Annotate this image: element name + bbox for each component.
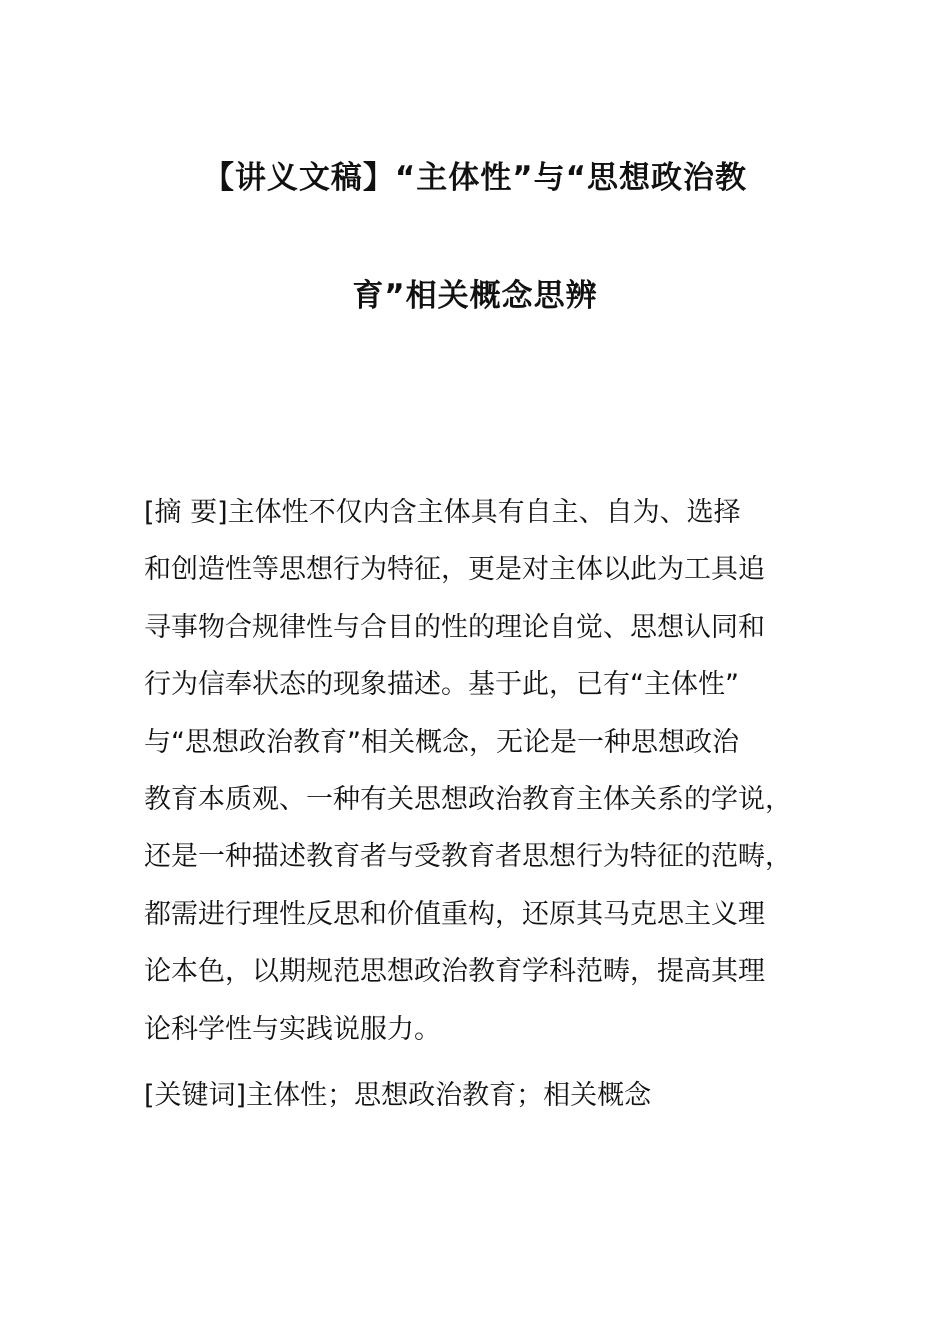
abstract-line: 教育本质观、一种有关思想政治教育主体关系的学说，: [144, 783, 792, 815]
abstract-line: 寻事物合规律性与合目的性的理论自觉、思想认同和: [144, 611, 765, 643]
title-line-2: 育”相关概念思辨: [352, 278, 598, 314]
abstract-line: 论本色，以期规范思想政治教育学科范畴，提高其理: [144, 956, 765, 988]
abstract-line: 行为信奉状态的现象描述。基于此，已有“主体性”: [144, 669, 739, 701]
abstract-line: [摘 要]主体性不仅内含主体具有自主、自为、选择: [144, 497, 741, 528]
abstract-line: 与“思想政治教育”相关概念，无论是一种思想政治: [144, 726, 739, 758]
document-title: [95, 150, 855, 324]
abstract-line: 还是一种描述教育者与受教育者思想行为特征的范畴，: [144, 841, 792, 873]
abstract-line: 和创造性等思想行为特征，更是对主体以此为工具追: [144, 554, 765, 586]
abstract-line: 论科学性与实践说服力。: [144, 1013, 441, 1045]
abstract-paragraph: [144, 484, 844, 1058]
title-line-1: 【讲义文稿】“主体性”与“思想政治教: [202, 160, 748, 196]
abstract-line: 都需进行理性反思和价值重构，还原其马克思主义理: [144, 898, 765, 930]
keywords-line: [关键词]主体性；思想政治教育；相关概念: [144, 1080, 652, 1111]
